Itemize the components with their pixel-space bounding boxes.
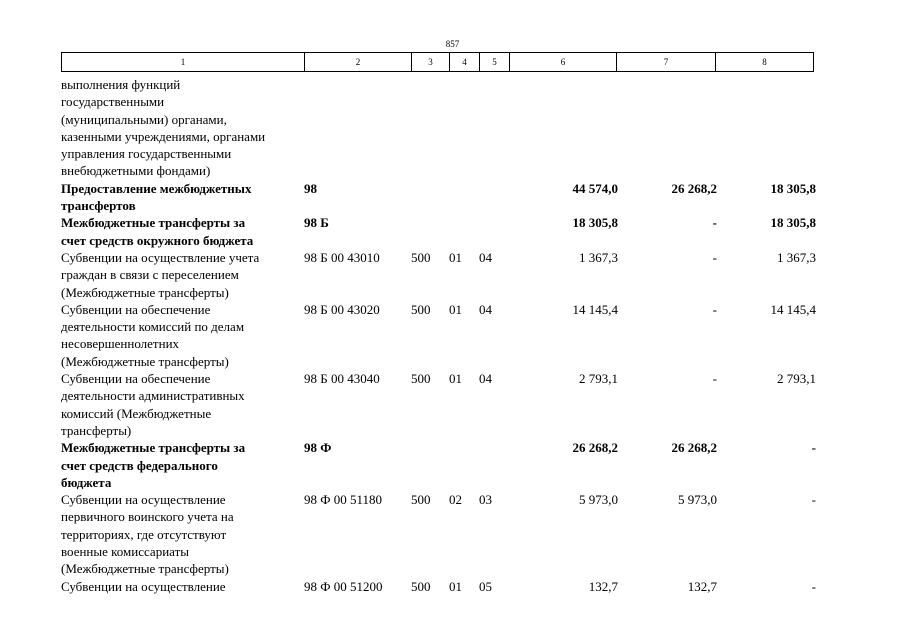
row-pr: 05 [479, 578, 492, 594]
row-regional: 14 145,4 [770, 301, 816, 317]
table-row [61, 214, 821, 249]
row-rz: 01 [449, 578, 462, 594]
table-row [61, 180, 821, 215]
row-name: Межбюджетные трансферты за счет средств окружного бюджета [61, 215, 254, 248]
row-code: 98 Б 00 43010 [304, 249, 380, 265]
row-vr: 500 [411, 578, 431, 594]
row-code: 98 Б 00 43040 [304, 371, 380, 387]
table-row [61, 370, 821, 439]
row-regional: - [811, 440, 816, 456]
row-total: 14 145,4 [572, 301, 618, 317]
row-vr: 500 [411, 371, 431, 387]
row-rz: 01 [449, 249, 462, 265]
row-regional: - [811, 578, 816, 594]
row-vr: 500 [411, 249, 431, 265]
table-row [61, 491, 821, 577]
row-rz: 01 [449, 301, 462, 317]
row-regional: 18 305,8 [770, 215, 816, 231]
row-name: Межбюджетные трансферты за счет средств федерального бюджета [61, 440, 246, 490]
header-col-5: 5 [480, 53, 510, 71]
header-col-6: 6 [510, 53, 617, 71]
row-total: 2 793,1 [579, 371, 618, 387]
header-col-8: 8 [762, 57, 767, 67]
row-pr: 04 [479, 301, 492, 317]
row-pr: 04 [479, 371, 492, 387]
row-regional: 2 793,1 [777, 371, 816, 387]
row-code: 98 Б [304, 215, 329, 231]
page-number: 857 [445, 39, 460, 49]
row-vr: 500 [411, 492, 431, 508]
row-federal: - [712, 301, 717, 317]
row-vr: 500 [411, 301, 431, 317]
row-federal: - [712, 249, 717, 265]
header-col-2: 2 [305, 53, 412, 71]
row-total: 44 574,0 [572, 180, 618, 196]
row-name: Субвенции на обеспечение деятельности административных комиссий (Межбюджетные трансферты) [61, 371, 245, 438]
table-row [61, 76, 821, 180]
row-name: Субвенции на обеспечение деятельности комиссий по делам несовершеннолетних (Межбюджетные трансферты) [61, 301, 245, 369]
row-code: 98 [304, 180, 317, 196]
row-total: 26 268,2 [572, 440, 618, 456]
header-col-7: 7 [617, 53, 716, 71]
row-federal: 26 268,2 [671, 180, 717, 196]
row-name: Субвенции на осуществление первичного воинского учета на территориях, где отсутствуют военные комиссариаты (Межбюджетные трансферты) [61, 492, 234, 577]
row-name: Предоставление межбюджетных трансфертов [61, 180, 252, 214]
row-total: 5 973,0 [579, 492, 618, 508]
row-rz: 01 [449, 371, 462, 387]
row-code: 98 Ф 00 51180 [304, 492, 383, 508]
row-total: 18 305,8 [572, 215, 618, 231]
row-federal: 26 268,2 [671, 440, 717, 456]
table-header [61, 52, 814, 72]
row-pr: 04 [479, 249, 492, 265]
row-name: выполнения функций государственными (муниципальными) органами, казенными учреждениями, органами управления государственными внебюджетными фондами) [61, 77, 266, 179]
table-row [61, 439, 821, 491]
header-col-1: 1 [62, 53, 305, 71]
table-row [61, 249, 821, 301]
row-total: 1 367,3 [579, 249, 618, 265]
row-pr: 03 [479, 492, 492, 508]
row-code: 98 Б 00 43020 [304, 301, 380, 317]
table-row [61, 578, 821, 595]
row-regional: - [811, 492, 816, 508]
row-code: 98 Ф 00 51200 [304, 578, 383, 594]
header-col-3: 3 [412, 53, 450, 71]
row-rz: 02 [449, 492, 462, 508]
row-federal: 5 973,0 [678, 492, 717, 508]
header-col-4: 4 [450, 53, 480, 71]
row-federal: - [712, 371, 717, 387]
table-body [61, 76, 821, 595]
row-regional: 1 367,3 [777, 249, 816, 265]
row-code: 98 Ф [304, 440, 332, 456]
row-name: Субвенции на осуществление учета граждан в связи с переселением (Межбюджетные трансферты) [61, 249, 260, 300]
row-total: 132,7 [588, 578, 618, 594]
table-row [61, 301, 821, 370]
row-federal: - [712, 215, 717, 231]
row-name: Субвенции на осуществление [61, 578, 226, 594]
row-regional: 18 305,8 [770, 180, 816, 196]
row-federal: 132,7 [687, 578, 717, 594]
